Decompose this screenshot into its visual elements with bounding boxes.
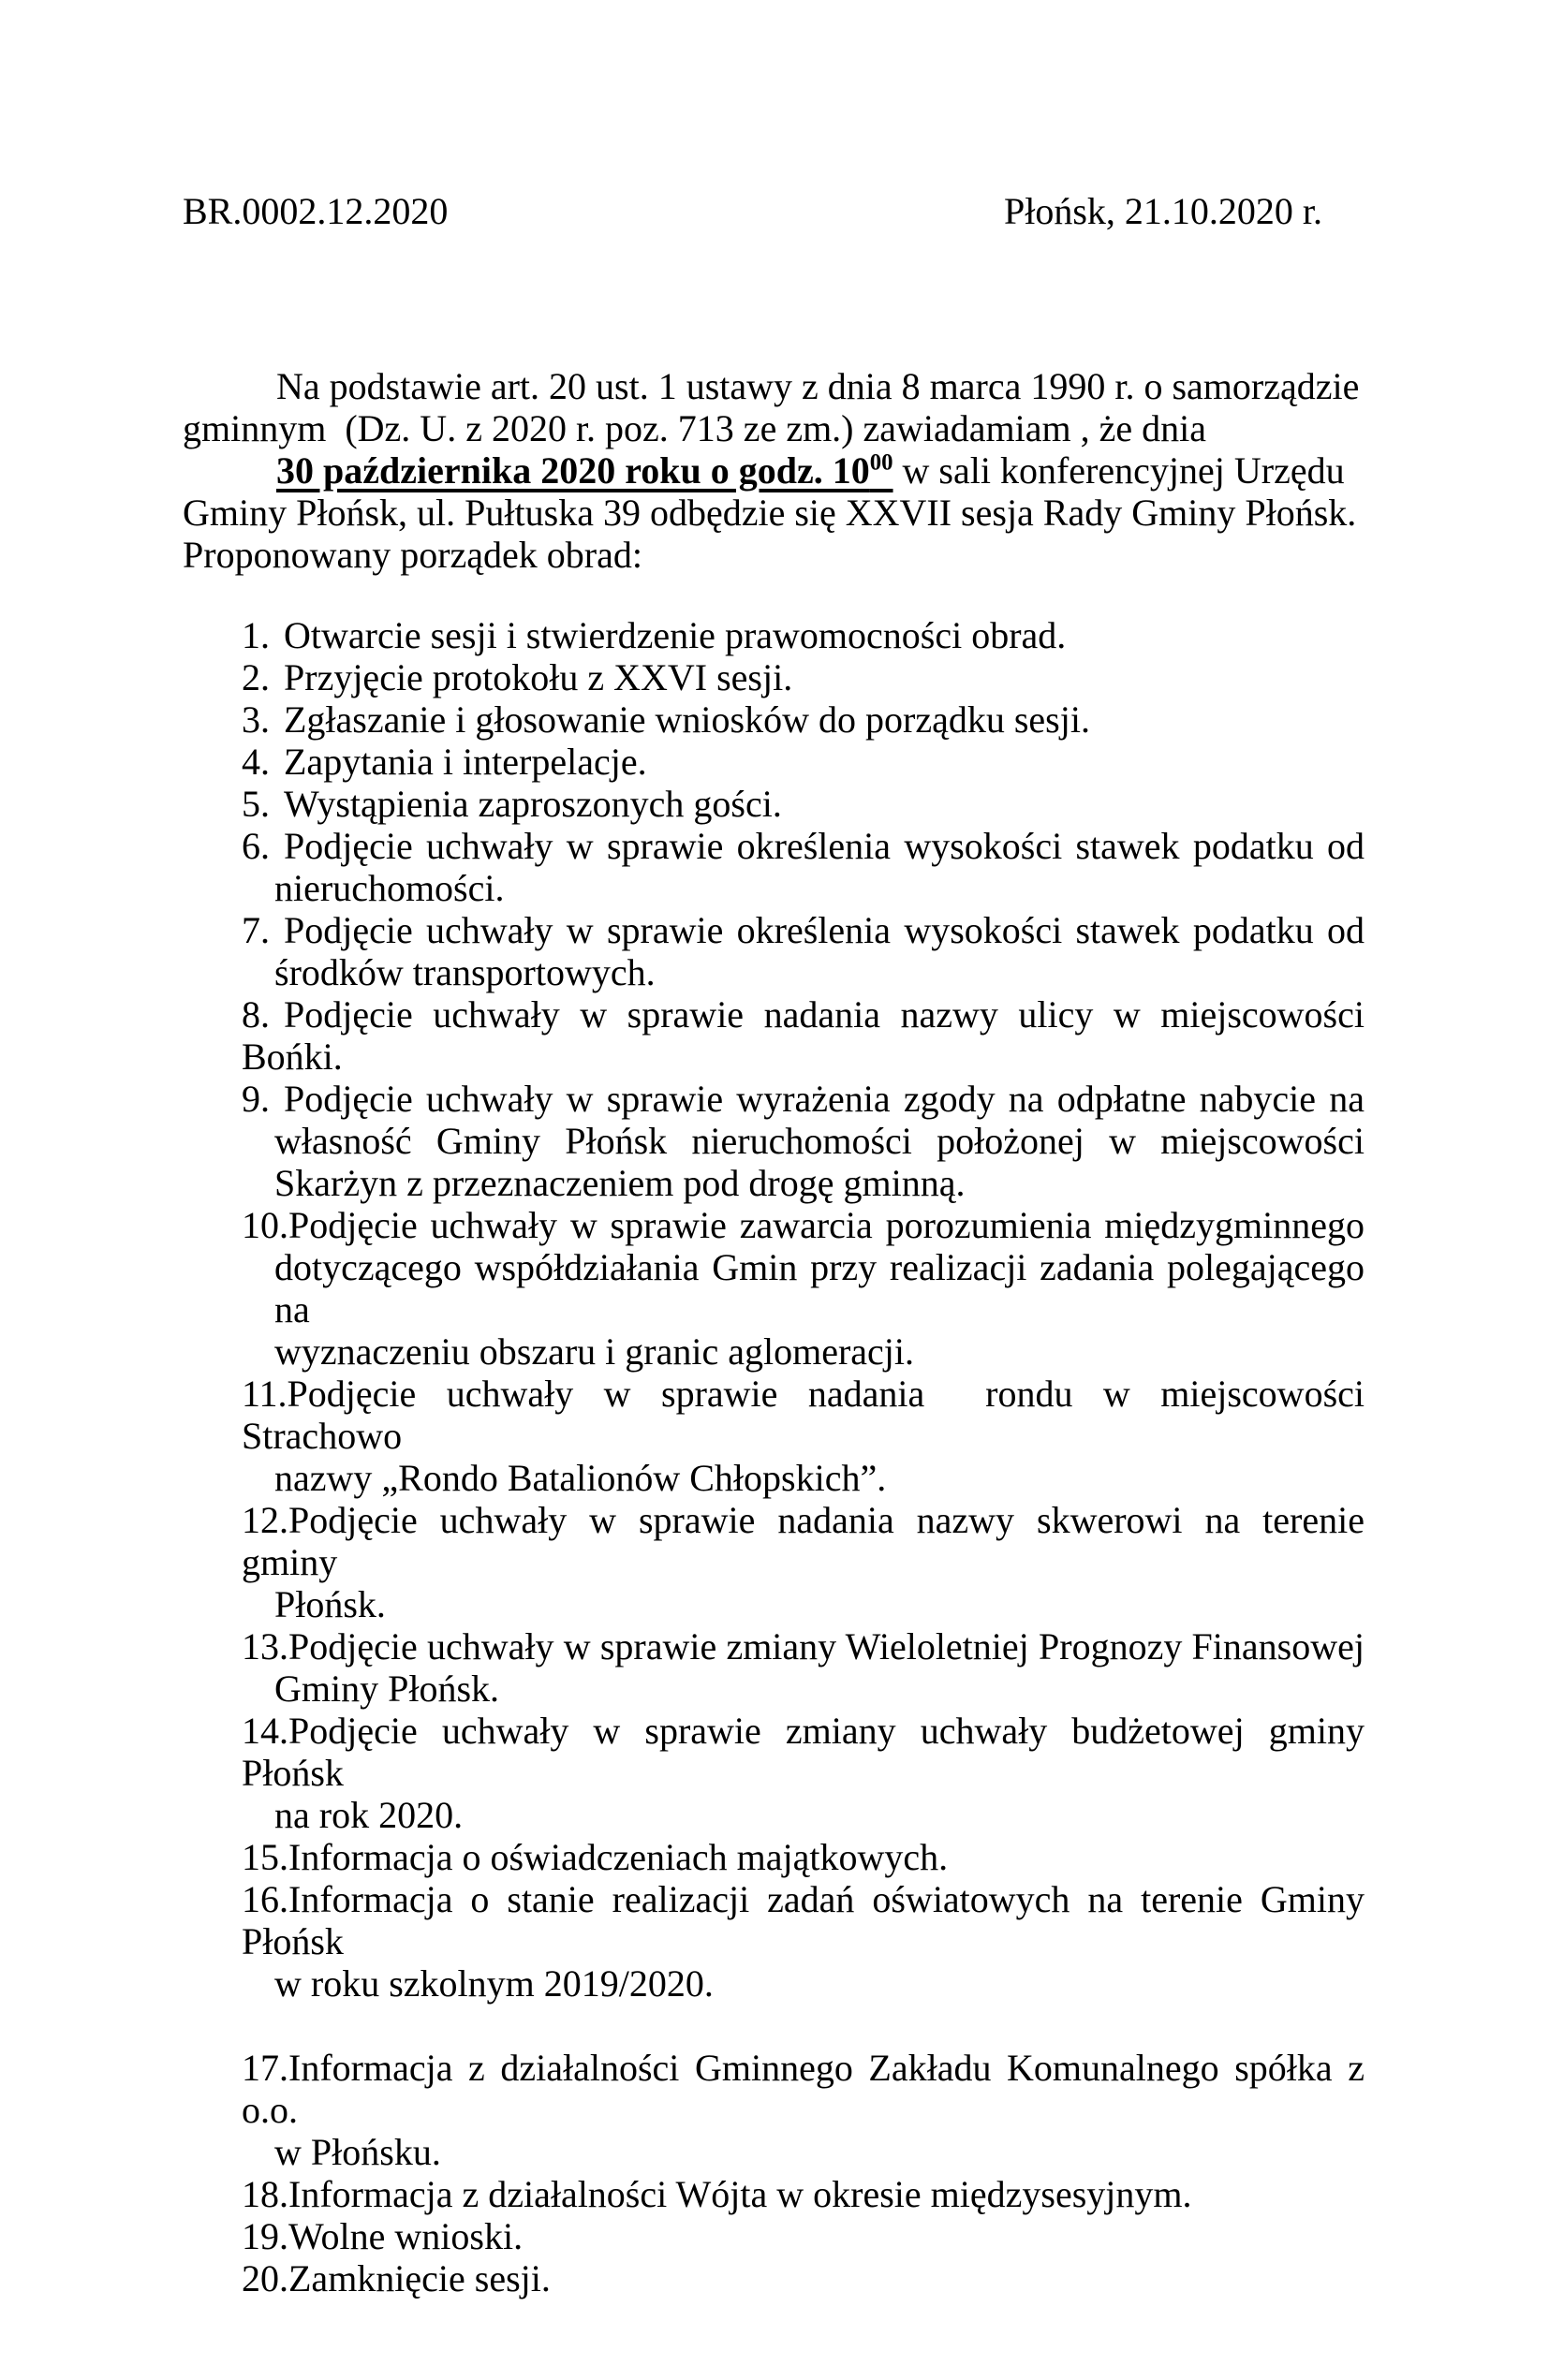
agenda-item-12	[242, 1499, 1365, 1625]
agenda-item-number: 13.	[242, 1625, 288, 1667]
agenda-line: 18.Informacja z działalności Wójta w okresie międzysesyjnym.	[242, 2173, 1192, 2215]
agenda-item-number: 12.	[242, 1499, 288, 1541]
intro-paragraph: Na podstawie art. 20 ust. 1 ustawy z dnia 8 marca 1990 r. o samorządzie gminnym (Dz. U. z 2020 r. poz. 713 ze zm.) zawiadamiam , że dnia	[183, 365, 1360, 449]
agenda-line: środków transportowych.	[274, 951, 656, 993]
agenda-item-number: 2.	[242, 656, 270, 698]
agenda-item-8	[242, 993, 1365, 1078]
agenda-item-4	[242, 741, 1365, 783]
agenda-item-number: 8.	[242, 993, 270, 1036]
document-content	[0, 190, 1549, 2299]
document-page	[0, 190, 1549, 2380]
place-date: Płońsk, 21.10.2020 r.	[1003, 190, 1322, 232]
agenda-item-number: 5.	[242, 783, 270, 825]
agenda-line: 17.Informacja z działalności Gminnego Zakładu Komunalnego spółka z o.o.	[242, 2047, 1365, 2131]
agenda-line: Skarżyn z przeznaczeniem pod drogę gminną.	[274, 1162, 966, 1204]
agenda-item-number: 1.	[242, 614, 270, 656]
agenda-item-number: 7.	[242, 909, 270, 951]
agenda-line: 12.Podjęcie uchwały w sprawie nadania nazwy skwerowi na terenie gminy	[242, 1499, 1365, 1583]
agenda-item-number: 14.	[242, 1710, 288, 1752]
agenda-item-16	[242, 1878, 1365, 2005]
agenda-item-number: 20.	[242, 2257, 288, 2299]
agenda-item-7	[242, 909, 1365, 993]
agenda-item-number: 18.	[242, 2173, 288, 2215]
agenda-item-number: 6.	[242, 825, 270, 867]
agenda-list	[183, 614, 1365, 2299]
agenda-item-20	[242, 2257, 1365, 2299]
agenda-line: 15.Informacja o oświadczeniach majątkowych.	[242, 1836, 949, 1878]
agenda-line: 14.Podjęcie uchwały w sprawie zmiany uchwały budżetowej gminy Płońsk	[242, 1710, 1365, 1794]
agenda-item-15	[242, 1836, 1365, 1878]
agenda-item-11	[242, 1373, 1365, 1499]
agenda-item-18	[242, 2173, 1365, 2215]
agenda-line: nieruchomości.	[274, 867, 505, 909]
reference-number: BR.0002.12.2020	[183, 190, 449, 232]
agenda-item-2	[242, 656, 1365, 698]
agenda-line: 5. Wystąpienia zaproszonych gości.	[242, 783, 782, 825]
agenda-line: w roku szkolnym 2019/2020.	[274, 1962, 714, 2005]
agenda-item-number: 15.	[242, 1836, 288, 1878]
agenda-item-19	[242, 2215, 1365, 2257]
agenda-line: Płońsk.	[274, 1583, 386, 1625]
agenda-item-number: 11.	[242, 1373, 288, 1415]
agenda-item-number: 16.	[242, 1878, 288, 1920]
agenda-line: na rok 2020.	[274, 1794, 464, 1836]
agenda-line: 19.Wolne wnioski.	[242, 2215, 524, 2257]
agenda-item-13	[242, 1625, 1365, 1710]
agenda-item-5	[242, 783, 1365, 825]
meeting-datetime-text: 30 października 2020 roku o godz. 10	[276, 449, 870, 492]
agenda-line: w Płońsku.	[274, 2131, 441, 2173]
agenda-item-number: 10.	[242, 1204, 288, 1246]
agenda-line: dotyczącego współdziałania Gmin przy realizacji zadania polegającego na	[274, 1246, 1365, 1330]
agenda-line: 1. Otwarcie sesji i stwierdzenie prawomocności obrad.	[242, 614, 1067, 656]
agenda-item-10	[242, 1204, 1365, 1373]
blank-line	[242, 2005, 1365, 2047]
meeting-datetime	[276, 449, 893, 492]
agenda-line: 4. Zapytania i interpelacje.	[242, 741, 647, 783]
agenda-item-14	[242, 1710, 1365, 1836]
agenda-line: Gminy Płońsk.	[274, 1667, 500, 1710]
agenda-line: 9. Podjęcie uchwały w sprawie wyrażenia zgody na odpłatne nabycie na	[242, 1078, 1365, 1120]
agenda-line: 11.Podjęcie uchwały w sprawie nadania rondu w miejscowości Strachowo	[242, 1373, 1365, 1457]
agenda-line: nazwy „Rondo Batalionów Chłopskich”.	[274, 1457, 887, 1499]
agenda-item-number: 3.	[242, 698, 270, 741]
document-header	[183, 190, 1365, 232]
agenda-item-3	[242, 698, 1365, 741]
agenda-line: 10.Podjęcie uchwały w sprawie zawarcia porozumienia międzygminnego	[242, 1204, 1365, 1246]
meeting-line	[183, 449, 1365, 534]
agenda-item-9	[242, 1078, 1365, 1204]
agenda-item-number: 19.	[242, 2215, 288, 2257]
agenda-heading: Proponowany porządek obrad:	[183, 534, 642, 576]
meeting-time-superscript: 00	[869, 449, 893, 476]
agenda-line: 3. Zgłaszanie i głosowanie wniosków do porządku sesji.	[242, 698, 1090, 741]
agenda-item-number: 17.	[242, 2047, 288, 2089]
agenda-line: własność Gminy Płońsk nieruchomości położonej w miejscowości	[274, 1120, 1365, 1162]
agenda-item-number: 4.	[242, 741, 270, 783]
meeting-location-text: w sali konferencyjnej Urzędu Gminy Płońsk, ul. Pułtuska 39 odbędzie się XXVII sesja Rady Gminy Płońsk.	[183, 449, 1357, 534]
agenda-item-17	[242, 2047, 1365, 2173]
agenda-line: 7. Podjęcie uchwały w sprawie określenia wysokości stawek podatku od	[242, 909, 1365, 951]
agenda-line: 20.Zamknięcie sesji.	[242, 2257, 551, 2299]
agenda-line: 2. Przyjęcie protokołu z XXVI sesji.	[242, 656, 793, 698]
agenda-item-6	[242, 825, 1365, 909]
agenda-item-1	[242, 614, 1365, 656]
agenda-line: 8. Podjęcie uchwały w sprawie nadania nazwy ulicy w miejscowości Bońki.	[242, 993, 1365, 1078]
agenda-line: 16.Informacja o stanie realizacji zadań oświatowych na terenie Gminy Płońsk	[242, 1878, 1365, 1962]
agenda-line: 13.Podjęcie uchwały w sprawie zmiany Wieloletniej Prognozy Finansowej	[242, 1625, 1365, 1667]
agenda-line: 6. Podjęcie uchwały w sprawie określenia wysokości stawek podatku od	[242, 825, 1365, 867]
agenda-line: wyznaczeniu obszaru i granic aglomeracji.	[274, 1330, 915, 1373]
agenda-item-number: 9.	[242, 1078, 270, 1120]
